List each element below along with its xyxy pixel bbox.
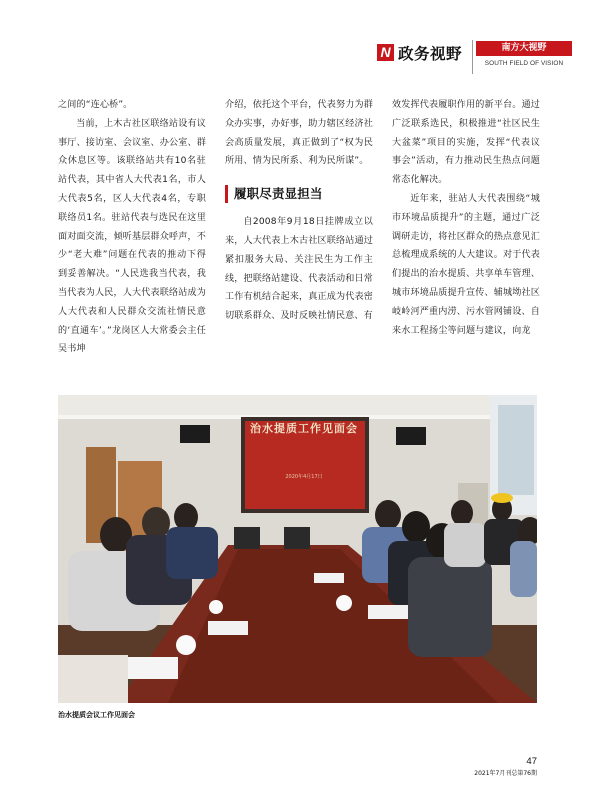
issue-info: 2021年7月刊总第76期 (474, 770, 537, 777)
paragraph: 介绍，依托这个平台，代表努力为群众办实事，办好事，助力辖区经济社会高质量发展，真正做到了“权为民所用、情为民所系、利为民所谋”。 (225, 100, 373, 167)
screen-title: 治水提质工作见面会 (250, 422, 358, 435)
paragraph: 自2008年9月18日挂牌成立以来，人大代表上木古社区联络站通过紧扣服务大局、关注民生为工作主线，把联络站建设、代表活动和日常工作有机结合起来，真正成为代表密切联系群众、及时反映社情民意、有 (225, 217, 373, 322)
screen-date: 2020年4月17日 (285, 474, 323, 480)
paragraph: 当前，上木古社区联络站设有议事厅、接访室、会议室、办公室、群众休息区等。该联络站共有10名驻站代表，其中省人大代表1名，市人大代表5名，区人大代表4名，专职联络员1名。驻站代表与选民在这里面对面交流，倾听基层群众呼声，不少“老大难”问题在代表的推动下得到妥善解决。“人民选我当代表，我当代表为人民，人大代表联络站成为人大代表和人民群众交流社情民意的‘直通车’。”龙岗区人大常委会主任吴书坤 (58, 118, 206, 355)
article-column-3 (392, 96, 540, 340)
paragraph: 效发挥代表履职作用的新平台。通过广泛联系选民，积极推进“社区民生大盆菜”项目的实施，发挥“代表议事会”活动，有力推动民生热点问题常态化解决。 (392, 100, 540, 186)
magazine-tag-english: SOUTH FIELD OF VISION (484, 60, 564, 67)
meeting-photo (58, 395, 537, 703)
article-column-2 (225, 96, 373, 326)
magazine-tag: 南方大视野 (476, 41, 572, 56)
brand-divider (472, 40, 473, 74)
page-number: 47 (526, 756, 537, 767)
section-heading: 履职尽责显担当 (225, 185, 373, 203)
paragraph: 之间的“连心桥”。 (58, 100, 133, 110)
article-column-1 (58, 96, 206, 359)
n-logo-icon: N (377, 44, 394, 61)
magazine-brand (377, 40, 573, 74)
photo-caption: 治水提质会议工作见面会 (58, 711, 135, 719)
section-name: 政务视野 (398, 45, 463, 63)
paragraph: 近年来，驻站人大代表围绕“城市环境品质提升”的主题，通过广泛调研走访，将社区群众的热点意见汇总梳理成系统的人大建议。对于代表们提出的治水提质、共享单车管理、城市环境品质提升宣传、辅城坳社区岐岭河严重内涝、污水管网铺设、自来水工程扬尘等问题与建议，向龙 (392, 193, 540, 336)
